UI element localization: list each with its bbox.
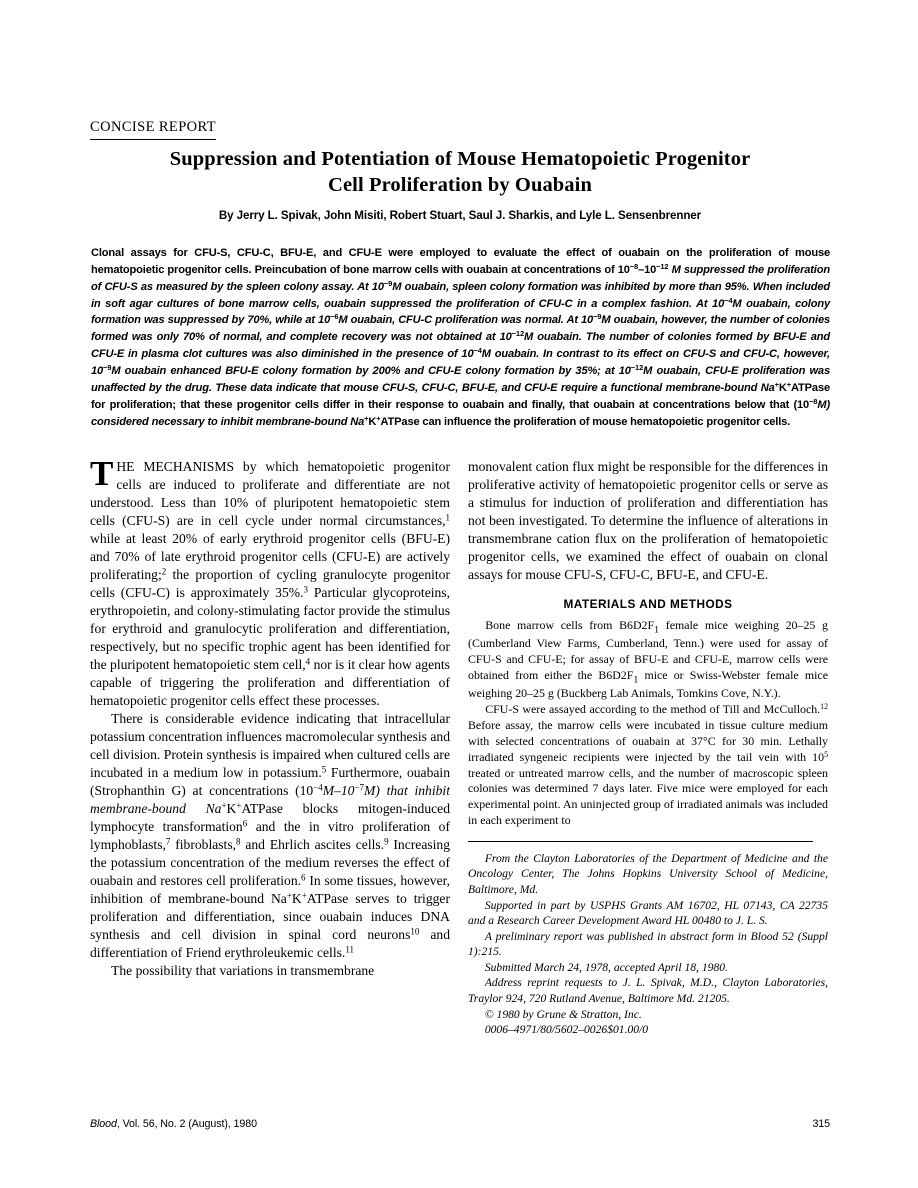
journal-citation — [90, 1118, 257, 1130]
abstract-sup-2: −12 — [656, 262, 669, 272]
abstract-sup-12: + — [786, 380, 792, 390]
abstract-text-7: M ouabain, however, the number of colonies formed was only 70% of normal, and complete recovery was not obtained at 10 — [91, 314, 831, 344]
potassium-text-j: Increasing the potassium concentration of the medium reverses the effect of ouabain and restores cell proliferation. — [90, 837, 451, 888]
abstract-sup-9: −9 — [103, 363, 112, 373]
title-line-1: Suppression and Potentiation of Mouse Hematopoietic Progenitor — [169, 148, 751, 170]
journal-name: Blood — [90, 1118, 117, 1130]
abstract-text-3: M suppressed the proliferation of CFU-S as measured by the spleen colony assay. At 10 — [91, 263, 830, 293]
abstract-sup-10: −12 — [630, 363, 644, 373]
conc-sup-m4: −4 — [313, 782, 323, 793]
strain-subscript-1: 1 — [654, 624, 660, 635]
intro-text-b: while at least 20% of early erythroid progenitor cells (BFU-E) and 70% of late erythroid progenitor cells (CFU-E) are actively proliferating; — [90, 531, 450, 582]
potassium-text-k: In some tissues, however, inhibition of membrane-bound Na — [90, 873, 450, 906]
footnote-divider — [468, 841, 813, 842]
footnote-preliminary-report: A preliminary report was published in abstract form in Blood 52 (Suppl 1):215. — [468, 929, 828, 959]
citation-ref-6: 6 — [242, 818, 248, 829]
methods-text-b: female mice weighing 20–25 g (Cumberland View Farms, Cumberland, Tenn.) were used for assay of CFU-S and CFU-E; for assay of BFU-E and CFU-E, marrow cells were obtained from either the B6D2F — [468, 617, 828, 682]
footnote-funding: Supported in part by USPHS Grants AM 16702, HL 07143, CA 22735 and a Research Career Development Award HL 00480 to J. L. S. — [468, 898, 828, 928]
citation-ref-4: 4 — [305, 656, 311, 667]
abstract-sup-8: −4 — [473, 346, 482, 356]
footnote-reprint-address: Address reprint requests to J. L. Spivak, M.D., Clayton Laboratories, Traylor 924, 720 Rutland Avenue, Baltimore Md. 21205. — [468, 976, 828, 1006]
citation-ref-2: 2 — [161, 566, 167, 577]
na-plus-sup-1: + — [221, 800, 227, 811]
abstract-sup-1: −8 — [629, 262, 639, 272]
citation-ref-9: 9 — [384, 836, 389, 847]
abstract-text-9: M ouabain. In contrast to its effect on CFU-S and CFU-C, however, 10 — [91, 348, 830, 378]
abstract-text-1: Clonal assays for CFU-S, CFU-C, BFU-E, and CFU-E were employed to evaluate the effect of ouabain on the proliferation of mouse hematopoietic progenitor cells. Preincubation of bone marrow cells with ouabain at concentrations of 10 — [91, 247, 830, 276]
abstract — [91, 245, 830, 430]
footnote-copyright: © 1980 by Grune & Stratton, Inc. — [484, 1007, 642, 1021]
potassium-text-i: and Ehrlich ascites cells. — [240, 837, 385, 852]
k-plus-sup-1: + — [236, 800, 242, 811]
citation-ref-3: 3 — [303, 584, 308, 595]
strain-subscript-2: 1 — [633, 674, 639, 686]
footnote-submission-dates: Submitted March 24, 1978, accepted April 18, 1980. — [484, 960, 728, 974]
abstract-text-4: M ouabain, spleen colony formation was inhibited by more than 95%. When included in soft agar cultures of bone marrow cells, ouabain suppressed the proliferation of CFU-C in a complex fashion. At 10 — [91, 280, 830, 310]
citation-ref-7: 7 — [165, 836, 171, 847]
intro-text-d: Particular glycoproteins, erythropoietin, and colony-stimulating factor provide the stimulus for erythroid and granulocytic proliferation and differentiation, respectively, but no specific trophic agent has been identified for the pluripotent hematopoietic stem cell, — [90, 585, 450, 672]
abstract-sup-4: −4 — [724, 295, 733, 305]
methods-text-f: treated or untreated marrow cells, and the number of macroscopic spleen colonies was determined 7 days later. Five mice were employed for each experimental point. An uninjected group of irradiated animals was included in each experiment to — [468, 765, 828, 828]
abstract-text-11: M ouabain, CFU-E proliferation was unaffected by the drug. These data indicate that mouse CFU-S, CFU-C, BFU-E, and CFU-E require a functional membrane-bound Na — [91, 365, 830, 394]
potassium-text-d: M) that inhibit membrane-bound Na — [90, 783, 450, 816]
title-line-2: Cell Proliferation by Ouabain — [328, 174, 592, 197]
methods-text-a: Bone marrow cells from B6D2F — [485, 617, 655, 632]
intro-text-a: HE MECHANISMS by which hematopoietic progenitor cells are induced to proliferate and differentiate are not understood. Less than 10% of pluripotent hematopoietic stem cells (CFU-S) are in cell cycle under normal circumstances, — [90, 459, 450, 528]
footnote-block — [468, 851, 828, 1038]
abstract-text-2: –10 — [638, 263, 657, 276]
abstract-sup-11: + — [774, 380, 779, 390]
abstract-sup-7: −12 — [511, 329, 524, 339]
body-column-left — [90, 454, 451, 980]
potassium-text-a: There is considerable evidence indicating that intracellular potassium concentration influences macromolecular synthesis and cell division. Protein synthesis is impaired when cultured cells are incubated in a medium low in potassium. — [90, 711, 450, 780]
k-plus-sup-2: + — [301, 890, 307, 901]
footnote-issn-code: 0006–4971/80/5602–0026$01.00/0 — [484, 1023, 649, 1037]
abstract-text-6: M ouabain, CFU-C proliferation was normal. At 10 — [338, 314, 594, 327]
citation-ref-11: 11 — [345, 944, 354, 955]
page-number: 315 — [812, 1118, 830, 1130]
body-column-right — [468, 458, 828, 1038]
citation-ref-5: 5 — [321, 764, 327, 775]
na-plus-sup-2: + — [286, 890, 292, 901]
intro-text-e: nor is it clear how agents capable of triggering the proliferation and differentiation of hematopoietic progenitor cells effect these processes. — [90, 657, 450, 708]
page-footer — [90, 1118, 830, 1130]
intro-text-c: the proportion of cycling granulocyte progenitor cells (CFU-C) is approximately 35%. — [90, 567, 450, 600]
paragraph-introduction — [90, 454, 450, 710]
abstract-text-8: M ouabain. The number of colonies formed by BFU-E and CFU-E in plasma clot cultures was also diminished in the presence of 10 — [91, 331, 831, 361]
potassium-text-f: ATPase blocks mitogen-induced lymphocyte transformation — [90, 801, 451, 834]
abstract-sup-14: + — [364, 413, 369, 423]
cell-count-sup: 5 — [824, 749, 828, 759]
paragraph-transmembrane: The possibility that variations in transmembrane — [111, 963, 375, 978]
footnote-affiliation: From the Clayton Laboratories of the Department of Medicine and the Oncology Center, The Johns Hopkins University School of Medicine, Baltimore, Md. — [468, 851, 828, 897]
potassium-text-l: K — [291, 891, 302, 906]
methods-text-c: mice or Swiss-Webster female mice weighing 20–25 g (Buckberg Lab Animals, Tomkins Cove, N.Y.). — [468, 667, 828, 701]
author-byline: By Jerry L. Spivak, John Misiti, Robert Stuart, Saul J. Sharkis, and Lyle L. Sensenbrenner — [218, 209, 702, 222]
potassium-text-m: ATPase serves to trigger proliferation and differentiation, since ouabain induces DNA synthesis and cell division in spinal cord neurons — [90, 891, 450, 942]
citation-ref-6b: 6 — [301, 872, 306, 883]
page-title — [90, 146, 830, 198]
drop-cap: T — [90, 454, 114, 493]
abstract-text-12: K — [778, 381, 787, 394]
kicker-container — [90, 118, 830, 140]
methods-text-e: Before assay, the marrow cells were incubated in tissue culture medium with selected concentrations of ouabain at 37°C for 30 min. Lethally irradiated syngeneic recipients were injected by the tail vein with 10 — [468, 718, 828, 764]
journal-volume-issue: , Vol. 56, No. 2 (August), 1980 — [116, 1118, 257, 1130]
paragraph-potassium — [90, 710, 450, 962]
abstract-text-5: M ouabain, colony formation was suppressed by 70%, while at 10 — [91, 297, 830, 327]
citation-ref-8: 8 — [236, 836, 241, 847]
abstract-sup-6: −9 — [593, 312, 602, 322]
abstract-sup-15: + — [376, 413, 381, 423]
potassium-text-b: Furthermore, ouabain (Strophanthin G) at concentrations (10 — [90, 765, 450, 798]
methods-paragraph-mice — [468, 618, 828, 703]
abstract-sup-13: −8 — [809, 396, 818, 406]
potassium-text-c: M–10 — [322, 783, 355, 798]
citation-ref-12: 12 — [820, 702, 828, 712]
conc-sup-m7: −7 — [354, 782, 365, 793]
abstract-text-13: ATPase for proliferation; that these progenitor cells differ in their response to ouabain and finally, that ouabain at concentrations below that (10 — [91, 381, 830, 411]
section-heading-materials-methods: MATERIALS AND METHODS — [563, 597, 733, 611]
abstract-sup-5: −6 — [330, 312, 339, 322]
citation-ref-1: 1 — [445, 512, 450, 523]
article-type-kicker: CONCISE REPORT — [90, 120, 216, 140]
abstract-text-14: M) considered necessary to inhibit membrane-bound Na — [91, 398, 830, 428]
abstract-text-10: M ouabain enhanced BFU-E colony formation by 200% and CFU-E colony formation by 35%; at 10 — [111, 365, 631, 378]
potassium-text-e: K — [226, 801, 237, 816]
paragraph-cation-flux: monovalent cation flux might be responsible for the differences in proliferative activity of hematopoietic progenitor cells or serve as a stimulus for induction of proliferation and differentiation has not been investigated. To determine the influence of alterations in transmembrane cation flux on the proliferation of hematopoietic progenitor cells, we examined the effect of ouabain on clonal assays for mouse CFU-S, CFU-C, BFU-E, and CFU-E. — [468, 459, 828, 582]
potassium-text-g: and the in vitro proliferation of lymphoblasts, — [90, 819, 450, 852]
methods-paragraph-cfus-assay — [468, 702, 828, 829]
abstract-text-15: K — [368, 415, 377, 428]
methods-text-d: CFU-S were assayed according to the method of Till and McCulloch. — [485, 702, 821, 717]
abstract-sup-3: −9 — [383, 278, 393, 288]
potassium-text-h: fibroblasts, — [170, 837, 237, 852]
abstract-text-16: ATPase can influence the proliferation of mouse hematopoietic progenitor cells. — [380, 415, 791, 428]
methods-section — [468, 618, 828, 829]
potassium-text-n: and differentiation of Friend erythroleukemic cells. — [90, 927, 451, 960]
citation-ref-10: 10 — [410, 926, 420, 937]
